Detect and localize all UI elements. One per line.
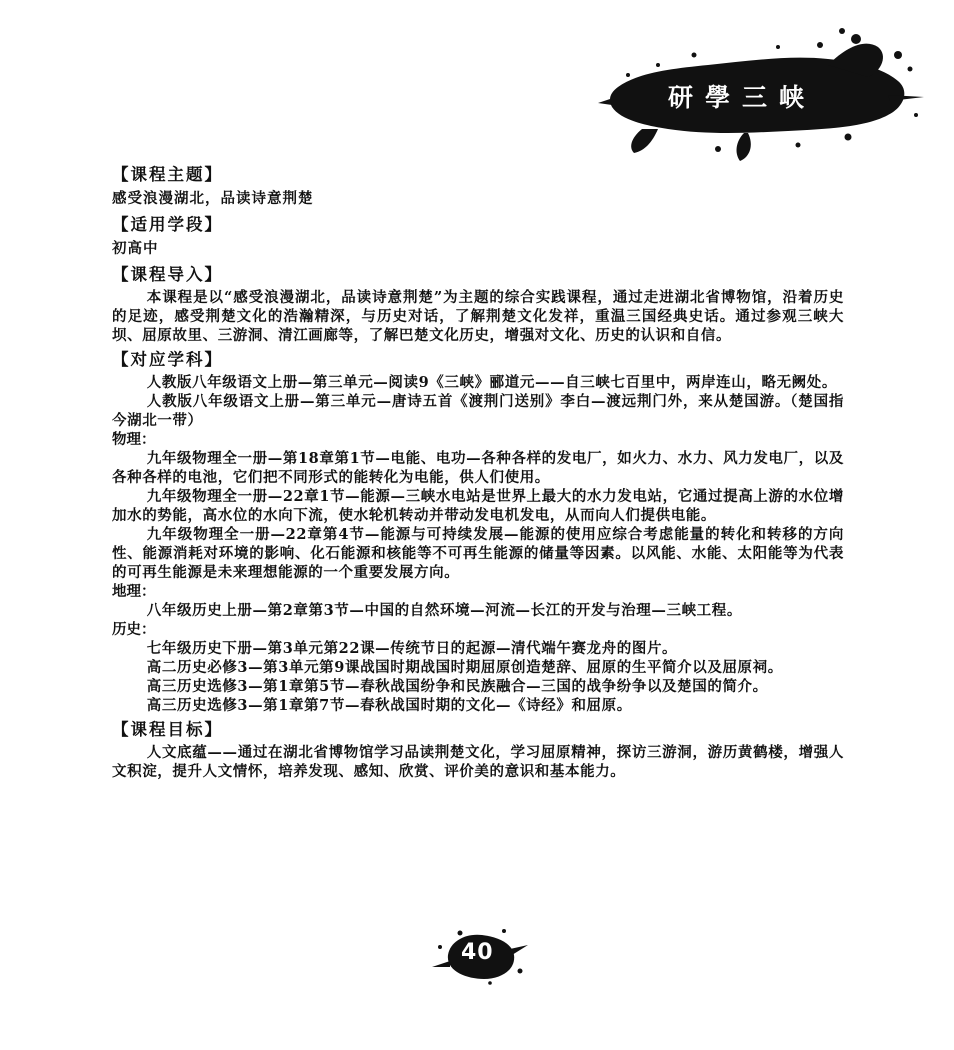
physics-item: 九年级物理全一册—第18章第1节—电能、电功—各种各样的发电厂，如火力、水力、风力发电厂，以及各种各样的电池，它们把不同形式的能转化为电能，供人们使用。: [112, 450, 844, 486]
geography-label: 地理：: [112, 583, 156, 600]
stage-text: 初高中: [112, 240, 159, 257]
history-label: 历史：: [112, 621, 156, 638]
intro-section: [112, 263, 844, 345]
goals-section: [112, 718, 844, 781]
main-content: [112, 162, 844, 784]
stage-section: [112, 213, 844, 260]
goals-paragraph: 人文底蕴——通过在湖北省博物馆学习品读荆楚文化，学习屈原精神，探访三游洞，游历黄鹤楼，增强人文积淀，提升人文情怀，培养发现、感知、欣赏、评价美的意识和基本能力。: [112, 744, 844, 780]
theme-text: 感受浪漫湖北，品读诗意荆楚: [112, 190, 314, 207]
theme-section: [112, 163, 844, 210]
section-heading: 【课程导入】: [112, 265, 223, 284]
chinese-item: 人教版八年级语文上册—第三单元—阅读9《三峡》郦道元——自三峡七百里中，两岸连山，略无阙处。: [146, 374, 837, 391]
chinese-item: 人教版八年级语文上册—第三单元—唐诗五首《渡荆门送别》李白—渡远荆门外，来从楚国游。（楚国指今湖北一带）: [112, 393, 844, 429]
section-heading: 【课程目标】: [112, 720, 223, 739]
section-heading: 【课程主题】: [112, 165, 223, 184]
page-number: 40: [461, 940, 494, 965]
history-item: 高三历史选修3—第1章第7节—春秋战国时期的文化—《诗经》和屈原。: [146, 697, 632, 714]
history-item: 七年级历史下册—第3单元第22课—传统节日的起源—清代端午赛龙舟的图片。: [146, 640, 678, 657]
subjects-section: [112, 348, 844, 715]
section-heading: 【适用学段】: [112, 215, 223, 234]
physics-item: 九年级物理全一册—22章1节—能源—三峡水电站是世界上最大的水力发电站，它通过提高上游的水位增加水的势能，高水位的水向下流，使水轮机转动并带动发电机发电，从而向人们提供电能。: [112, 488, 844, 524]
section-heading: 【对应学科】: [112, 350, 223, 369]
physics-item: 九年级物理全一册—22章第4节—能源与可持续发展—能源的使用应综合考虑能量的转化和转移的方向性、能源消耗对环境的影响、化石能源和核能等不可再生能源的储量等因素。以风能、水能、太阳能等为代表的可再生能源是未来理想能源的一个重要发展方向。: [112, 526, 844, 581]
history-item: 高三历史选修3—第1章第5节—春秋战国纷争和民族融合—三国的战争纷争以及楚国的简介。: [146, 678, 768, 695]
physics-label: 物理：: [112, 431, 156, 448]
history-item: 高二历史必修3—第3单元第9课战国时期战国时期屈原创造楚辞、屈原的生平简介以及屈原祠。: [146, 659, 783, 676]
intro-paragraph: 本课程是以“感受浪漫湖北，品读诗意荆楚”为主题的综合实践课程，通过走进湖北省博物馆，沿着历史的足迹，感受荆楚文化的浩瀚精深，与历史对话，了解荆楚文化发祥，重温三国经典史话。通过参观三峡大坝、屈原故里、三游洞、清江画廊等，了解巴楚文化历史，增强对文化、历史的认识和自信。: [112, 289, 844, 344]
header-title: 研學三峡: [668, 83, 817, 112]
geography-item: 八年级历史上册—第2章第3节—中国的自然环境—河流—长江的开发与治理—三峡工程。: [146, 602, 742, 619]
